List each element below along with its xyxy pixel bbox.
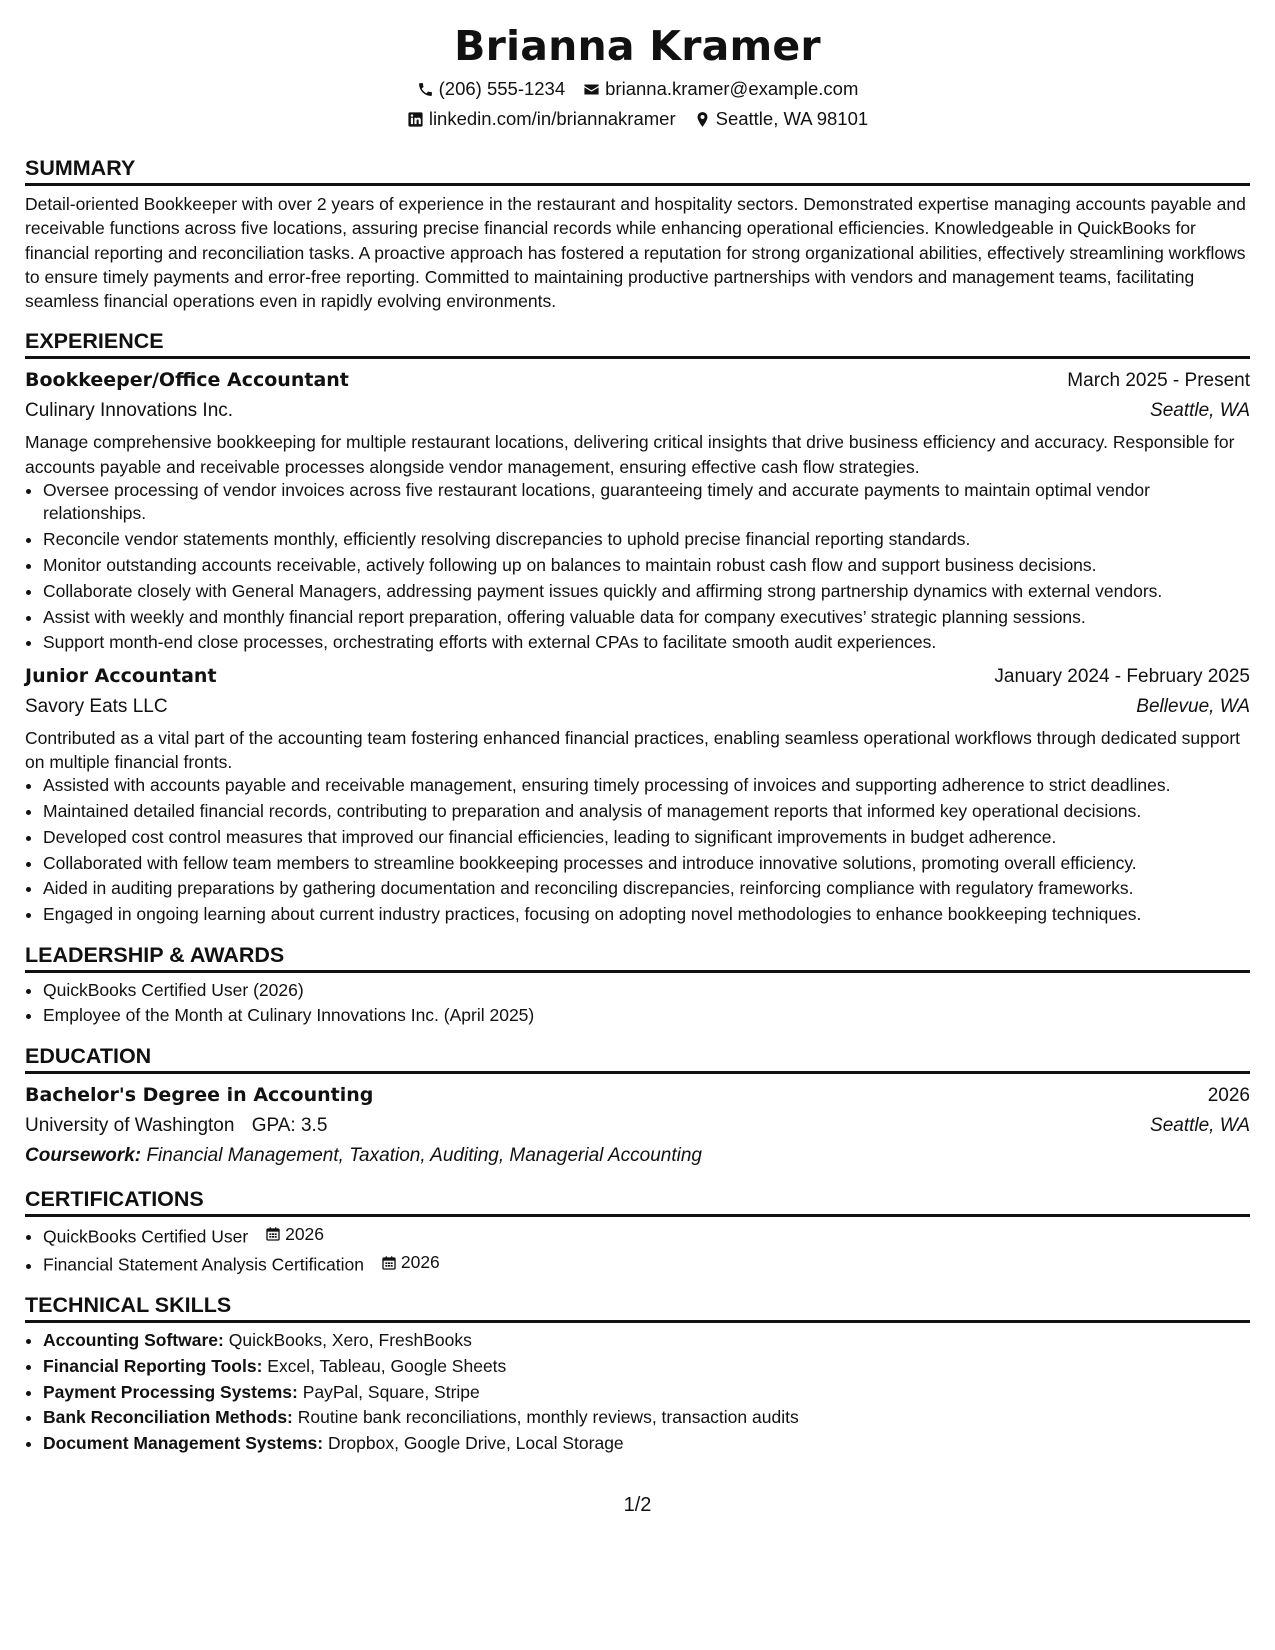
job-sub-row (25, 396, 1250, 426)
job-bullets (25, 774, 1250, 926)
list-item: • Reconcile vendor statements monthly, efficiently resolving discrepancies to uphold precise financial reporting standards. (43, 528, 1250, 551)
experience-section (25, 327, 1250, 926)
skill-value: PayPal, Square, Stripe (302, 1381, 480, 1402)
education-title: EDUCATION (25, 1042, 1250, 1074)
list-item (43, 1406, 1250, 1429)
location-text: Seattle, WA 98101 (715, 108, 869, 129)
coursework-text: Financial Management, Taxation, Auditing, Managerial Accounting (146, 1144, 702, 1166)
skills-title: TECHNICAL SKILLS (25, 1291, 1250, 1323)
degree-year: 2026 (1207, 1084, 1250, 1106)
school-info (25, 1111, 327, 1141)
cert-date (381, 1251, 440, 1274)
list-item: • Oversee processing of vendor invoices across five restaurant locations, guaranteeing timely and accurate payments to maintain optimal vendor relationships. (43, 479, 1250, 526)
certifications-list (25, 1223, 1250, 1277)
candidate-name: Brianna Kramer (454, 22, 821, 70)
school-name: University of Washington (25, 1114, 235, 1136)
list-item: • Assist with weekly and monthly financial report preparation, offering valuable data for company executives’ strategic planning sessions. (43, 606, 1250, 629)
certifications-title: CERTIFICATIONS (25, 1185, 1250, 1217)
job-header-row (25, 661, 1250, 692)
linkedin-icon (407, 111, 424, 128)
list-item: • Support month-end close processes, orchestrating efforts with external CPAs to facilitate smooth audit experiences. (43, 631, 1250, 654)
linkedin-text[interactable]: linkedin.com/in/briannakramer (428, 108, 676, 129)
contact-line-2 (25, 104, 1250, 134)
leadership-list (25, 979, 1250, 1028)
job-description: Manage comprehensive bookkeeping for multiple restaurant locations, delivering critical insights that drive business efficiency and accuracy. Responsible for accounts payable and receivable processes alongside vendor management, ensuring effective cash flow strategies. (25, 432, 1235, 477)
contact-phone (417, 74, 566, 104)
skill-value: QuickBooks, Xero, FreshBooks (228, 1330, 472, 1350)
list-item: • Assisted with accounts payable and receivable management, ensuring timely processing of invoices and supporting adherence to strict deadlines. (43, 774, 1250, 797)
page-number: 1/2 (623, 1494, 652, 1516)
job-company: Culinary Innovations Inc. (25, 400, 234, 422)
list-item: • Maintained detailed financial records, contributing to preparation and analysis of management reports that informed key operational decisions. (43, 800, 1250, 823)
job-sub-row (25, 692, 1250, 722)
skill-value: Excel, Tableau, Google Sheets (267, 1355, 507, 1376)
contact-email[interactable] (583, 74, 858, 104)
cert-year: 2026 (285, 1223, 325, 1244)
certifications-section (25, 1185, 1250, 1277)
job-dates: January 2024 - February 2025 (994, 665, 1250, 687)
education-header-row (25, 1080, 1250, 1111)
skills-list (25, 1329, 1250, 1455)
summary-text: Detail-oriented Bookkeeper with over 2 years of experience in the restaurant and hospitality sectors. Demonstrated expertise managing accounts payable and receivable functions across five locations, assuring precise financial records while enhancing operational efficiencies. Knowledgeable in QuickBooks for financial reporting and reconciliation tasks. A proactive approach has fostered a reputation for strong organizational abilities, effectively streamlining workflows to ensure timely payments and error-free reporting. Committed to maintaining productive partnerships with vendors and management teams, facilitating seamless financial operations even in rapidly evolving environments. (25, 194, 1246, 312)
skill-label: Document Management Systems: (43, 1433, 324, 1454)
list-item: • Employee of the Month at Culinary Innovations Inc. (April 2025) (43, 1004, 1250, 1027)
calendar-icon (381, 1255, 397, 1271)
job-role: Bookkeeper/Office Accountant (25, 369, 349, 392)
job-company: Savory Eats LLC (25, 695, 168, 717)
list-item (43, 1329, 1250, 1352)
list-item: • Collaborate closely with General Managers, addressing payment issues quickly and affirming strong partnership dynamics with external vendors. (43, 580, 1250, 603)
skill-label: Payment Processing Systems: (43, 1381, 298, 1402)
job-dates: March 2025 - Present (1067, 370, 1250, 392)
job-entry-2 (25, 661, 1250, 927)
coursework-label: Coursework: (25, 1144, 142, 1166)
summary-title: SUMMARY (25, 154, 1250, 186)
skill-label: Bank Reconciliation Methods: (43, 1407, 293, 1428)
summary-section (25, 154, 1250, 313)
list-item: • Developed cost control measures that improved our financial efficiencies, leading to significant improvements in budget adherence. (43, 826, 1250, 849)
contact-linkedin[interactable] (407, 104, 676, 134)
cert-date (265, 1223, 324, 1246)
school-location: Seattle, WA (1150, 1114, 1250, 1136)
leadership-section (25, 941, 1250, 1028)
email-text[interactable]: brianna.kramer@example.com (605, 78, 859, 99)
skill-label: Accounting Software: (43, 1330, 224, 1350)
job-entry-1 (25, 365, 1250, 654)
list-item: • Engaged in ongoing learning about current industry practices, focusing on adopting novel methodologies to enhance bookkeeping techniques. (43, 903, 1250, 926)
resume-page (25, 18, 1250, 1458)
contact-line-1 (25, 74, 1250, 104)
cert-year: 2026 (400, 1252, 440, 1273)
list-item: • Collaborated with fellow team members to streamline bookkeeping processes and introduce innovative solutions, promoting overall efficiency. (43, 852, 1250, 875)
calendar-icon (265, 1226, 281, 1242)
job-bullets (25, 479, 1250, 655)
degree-name: Bachelor's Degree in Accounting (25, 1083, 374, 1106)
envelope-icon (583, 81, 600, 98)
list-item (43, 1251, 1250, 1277)
list-item: • QuickBooks Certified User (2026) (43, 979, 1250, 1002)
list-item (43, 1223, 1250, 1249)
skill-label: Financial Reporting Tools: (43, 1355, 263, 1376)
list-item: • Monitor outstanding accounts receivable, actively following up on balances to maintain robust cash flow and support business decisions. (43, 554, 1250, 577)
map-pin-icon (694, 111, 711, 128)
phone-icon (417, 81, 434, 98)
resume-header (25, 18, 1250, 134)
contact-location (694, 104, 869, 134)
job-location: Seattle, WA (1150, 400, 1250, 422)
education-section (25, 1042, 1250, 1171)
cert-name: Financial Statement Analysis Certification (43, 1254, 364, 1275)
job-description: Contributed as a vital part of the accounting team fostering enhanced financial practices, enabling seamless operational workflows through dedicated support on multiple financial fronts. (25, 727, 1241, 772)
job-header-row (25, 365, 1250, 396)
cert-name: QuickBooks Certified User (43, 1226, 249, 1247)
skill-value: Dropbox, Google Drive, Local Storage (327, 1433, 624, 1454)
skill-value: Routine bank reconciliations, monthly reviews, transaction audits (297, 1407, 799, 1428)
education-sub-row (25, 1111, 1250, 1141)
job-location: Bellevue, WA (1136, 695, 1250, 717)
coursework (25, 1141, 1250, 1171)
gpa: GPA: 3.5 (251, 1114, 328, 1136)
list-item (43, 1355, 1250, 1378)
list-item (43, 1432, 1250, 1455)
list-item: • Aided in auditing preparations by gathering documentation and reconciling discrepancies, reinforcing compliance with regulatory frameworks. (43, 877, 1250, 900)
leadership-title: LEADERSHIP & AWARDS (25, 941, 1250, 973)
phone-text: (206) 555-1234 (438, 78, 566, 99)
skills-section (25, 1291, 1250, 1455)
list-item (43, 1381, 1250, 1404)
experience-title: EXPERIENCE (25, 327, 1250, 359)
job-role: Junior Accountant (25, 664, 217, 687)
